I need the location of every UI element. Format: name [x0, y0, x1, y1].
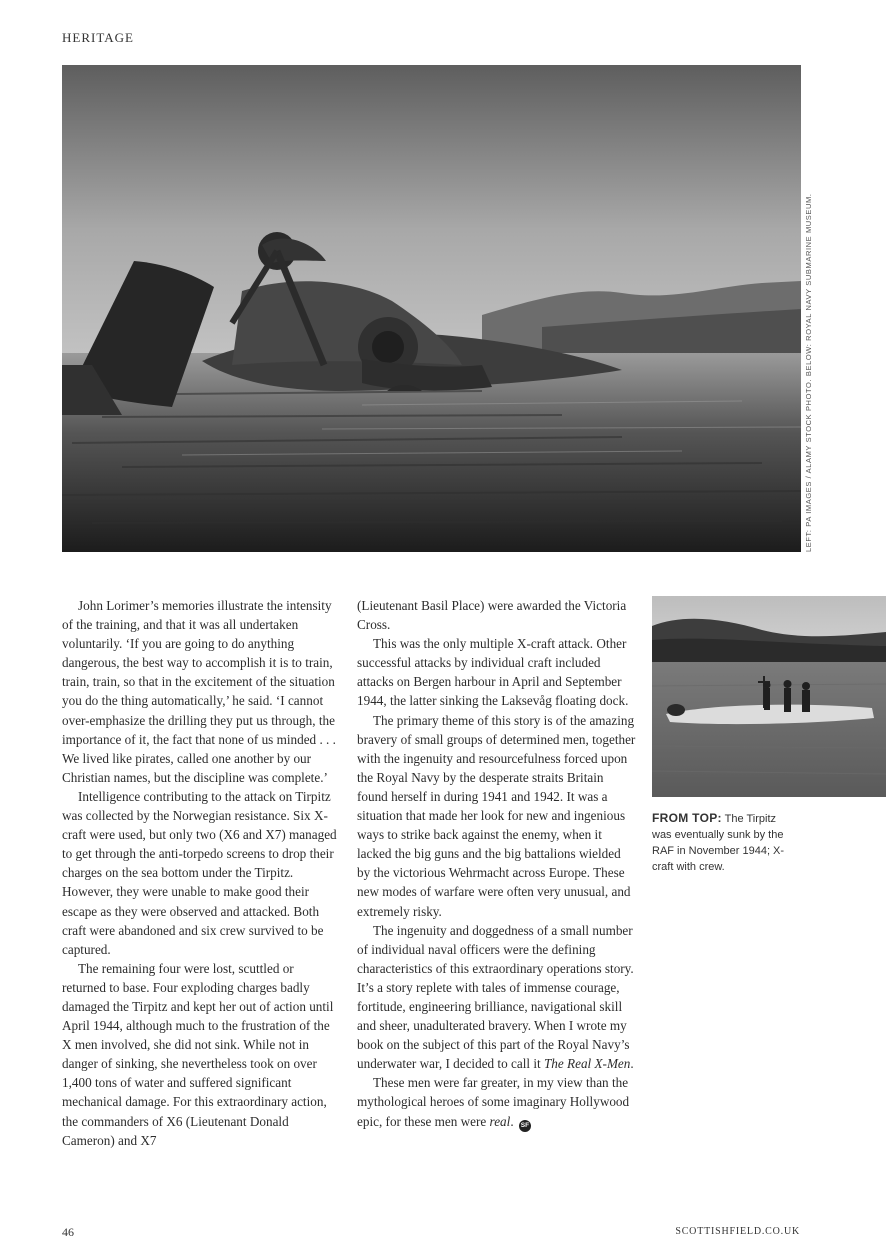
book-title: The Real X-Men [543, 1056, 631, 1072]
paragraph-text: These men were far greater, in my view than the mythological heroes of some imaginary Hollywood epic, for these men were [357, 1075, 630, 1129]
article-paragraph: The remaining four were lost, scuttled or returned to base. Four exploding charges badly damaged the Tirpitz and kept her out of action until April 1944, although much to the frustration of the X men involved, she did not sink. While not in danger of sinking, she nevertheless took on over 1,400 tons of water and suffered significant mechanical damage. For this extraordinary action, the commanders of X6 (Lieutenant Donald Cameron) and X7 [62, 960, 334, 1148]
article-paragraph [357, 1073, 637, 1131]
paragraph-text: . [510, 1113, 514, 1129]
section-label: HERITAGE [62, 30, 134, 45]
article-paragraph: Intelligence contributing to the attack on Tirpitz was collected by the Norwegian resistance. Six X-craft were used, but only two (X6 and X7) managed to get through the anti-torpedo screens to drop their charges on the sea bottom under the Tirpitz. However, they were unable to make good their escape as they were observed and attacked. Both craft were abandoned and six crew survived to be captured. [62, 788, 337, 957]
end-mark-icon: SF [519, 1120, 531, 1132]
article-paragraph: The primary theme of this story is of the amazing bravery of small groups of determined men, together with the ingenuity and resourcefulness forced upon the Royal Navy by the desperate straits Britain found herself in during 1941 and 1942. It was a situation that made her look for new and ingenious ways to strike back against the enemy, when it lacked the big guns and the big battalions wielded by the victorious Wehrmacht across Europe. These new modes of warfare were often very unusual, and extremely risky. [357, 712, 636, 919]
website-footer: SCOTTISHFIELD.CO.UK [675, 1226, 800, 1237]
caption-lead: FROM TOP: [652, 811, 722, 825]
paragraph-text: . [630, 1056, 634, 1072]
article-column-2 [357, 596, 637, 1132]
article-paragraph [357, 921, 637, 1074]
tirpitz-wreck-photo [62, 65, 801, 552]
page-number: 46 [62, 1225, 74, 1239]
photo-caption [652, 810, 792, 875]
paragraph-text: The ingenuity and doggedness of a small number of individual naval officers were the defining characteristics of this extraordinary operations story. It’s a story replete with tales of immense courage, fortitude, engineering brilliance, navigational skill and sheer, unadulterated bravery. When I wrote my book on the subject of this part of the Royal Navy’s underwater war, I decided to call it [357, 922, 634, 1072]
emphasis: real [489, 1113, 511, 1129]
article-paragraph: This was the only multiple X-craft attack. Other successful attacks by individual craft included attacks on Bergen harbour in April and September 1944, the latter sinking the Laksevåg floating dock. [357, 636, 629, 709]
x-craft-crew-photo [652, 596, 886, 797]
photo-credit: LEFT: PA IMAGES / ALAMY STOCK PHOTO. BELOW: ROYAL NAVY SUBMARINE MUSEUM. [804, 193, 813, 552]
article-paragraph: (Lieutenant Basil Place) were awarded the Victoria Cross. [357, 598, 627, 633]
caption-text: The Tirpitz was eventually sunk by the RAF in November 1944; X-craft with crew. [652, 813, 785, 873]
article-column-1 [62, 596, 338, 1150]
article-paragraph: John Lorimer’s memories illustrate the intensity of the training, and that it was all undertaken voluntarily. ‘If you are going to do anything dangerous, the best way to accomplish it is to train, train, train, so that in the excitement of the situation you do the thing automatically,’ he said. ‘I cannot over-emphasize the drilling they put us through, the importance of it, the fact that none of us minded . . . We lived like pirates, called one another by our Christian names, but the discipline was complete.’ [62, 598, 336, 785]
